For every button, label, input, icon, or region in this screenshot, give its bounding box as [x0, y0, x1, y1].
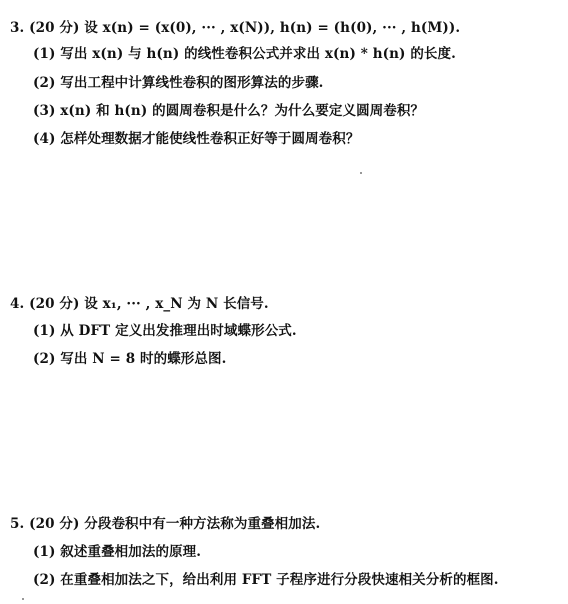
question-3-part-4: (4) 怎样处理数据才能使线性卷积正好等于圆周卷积？ [33, 131, 360, 147]
scan-speck [22, 598, 24, 600]
question-3-part-2: (2) 写出工程中计算线性卷积的图形算法的步骤. [33, 75, 324, 91]
question-5-part-1: (1) 叙述重叠相加法的原理. [33, 544, 202, 560]
question-4-part-2: (2) 写出 N = 8 时的蝶形总图. [33, 351, 227, 367]
question-3-stem: 3. (20 分) 设 x(n) = (x(0), ··· , x(N)), h(n) = (h(0), ··· , h(M)). [10, 20, 461, 36]
question-5-part-2: (2) 在重叠相加法之下，给出利用 FFT 子程序进行分段快速相关分析的框图. [33, 572, 499, 588]
question-5-stem: 5. (20 分) 分段卷积中有一种方法称为重叠相加法. [10, 516, 321, 532]
question-4-part-1: (1) 从 DFT 定义出发推理出时域蝶形公式. [33, 323, 297, 339]
scan-speck [360, 172, 362, 174]
question-3-part-3: (3) x(n) 和 h(n) 的圆周卷积是什么？为什么要定义圆周卷积？ [33, 103, 425, 119]
question-3-part-1: (1) 写出 x(n) 与 h(n) 的线性卷积公式并求出 x(n) * h(n) 的长度. [33, 46, 456, 62]
question-4-stem: 4. (20 分) 设 x₁, ··· , x_N 为 N 长信号. [10, 296, 269, 312]
